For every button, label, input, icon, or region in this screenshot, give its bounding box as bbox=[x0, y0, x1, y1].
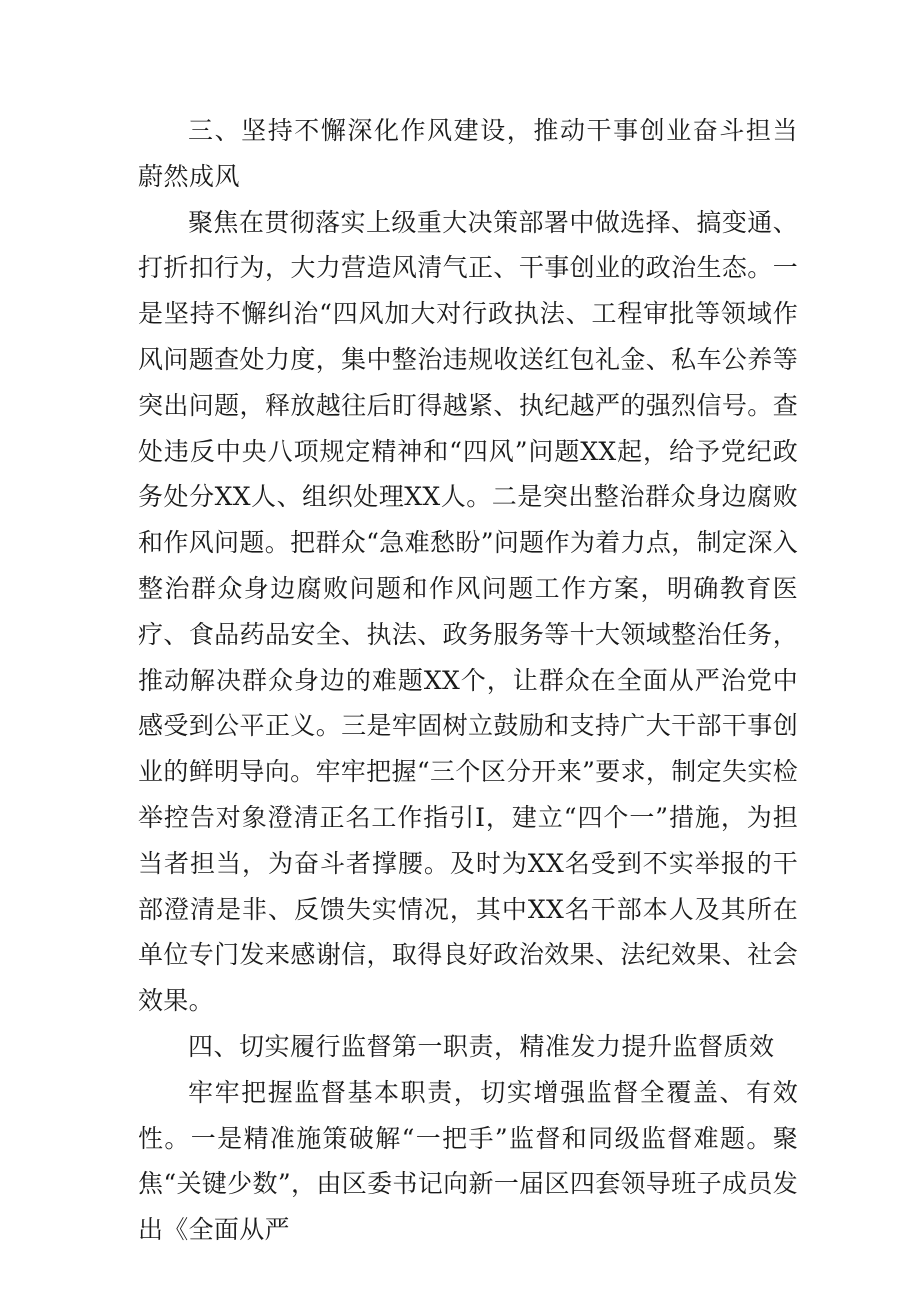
document-body bbox=[138, 108, 798, 1253]
section-4-heading: 四、切实履行监督第一职责，精准发力提升监督质效 bbox=[188, 1031, 775, 1061]
section-4-paragraph: 牢牢把握监督基本职责，切实增强监督全覆盖、有效性。一是精准施策破解“一把手”监督和同级监督难题。聚焦“关键少数”，由区委书记向新一届区四套领导班子成员发出《全面从严 bbox=[138, 1077, 798, 1245]
section-3-paragraph: 聚焦在贯彻落实上级重大决策部署中做选择、搞变通、打折扣行为，大力营造风清气正、干事创业的政治生态。一是坚持不懈纠治“四风加大对行政执法、工程审批等领域作风问题查处力度，集中整治违规收送红包礼金、私车公养等突出问题，释放越往后盯得越紧、执纪越严的强烈信号。查处违反中央八项规定精神和“四风”问题XX起，给予党纪政务处分XX人、组织处理XX人。二是突出整治群众身边腐败和作风问题。把群众“急难愁盼”问题作为着力点，制定深入整治群众身边腐败问题和作风问题工作方案，明确教育医疗、食品药品安全、执法、政务服务等十大领域整治任务，推动解决群众身边的难题XX个，让群众在全面从严治党中感受到公平正义。三是牢固树立鼓励和支持广大干部干事创业的鲜明导向。牢牢把握“三个区分开来”要求，制定失实检举控告对象澄清正名工作指引I，建立“四个一”措施，为担当者担当，为奋斗者撑腰。及时为XX名受到不实举报的干部澄清是非、反馈失实情况，其中XX名干部本人及其所在单位专门发来感谢信，取得良好政治效果、法纪效果、社会效果。 bbox=[138, 207, 798, 1016]
section-3-heading: 三、坚持不懈深化作风建设，推动干事创业奋斗担当蔚然成风 bbox=[138, 116, 798, 191]
